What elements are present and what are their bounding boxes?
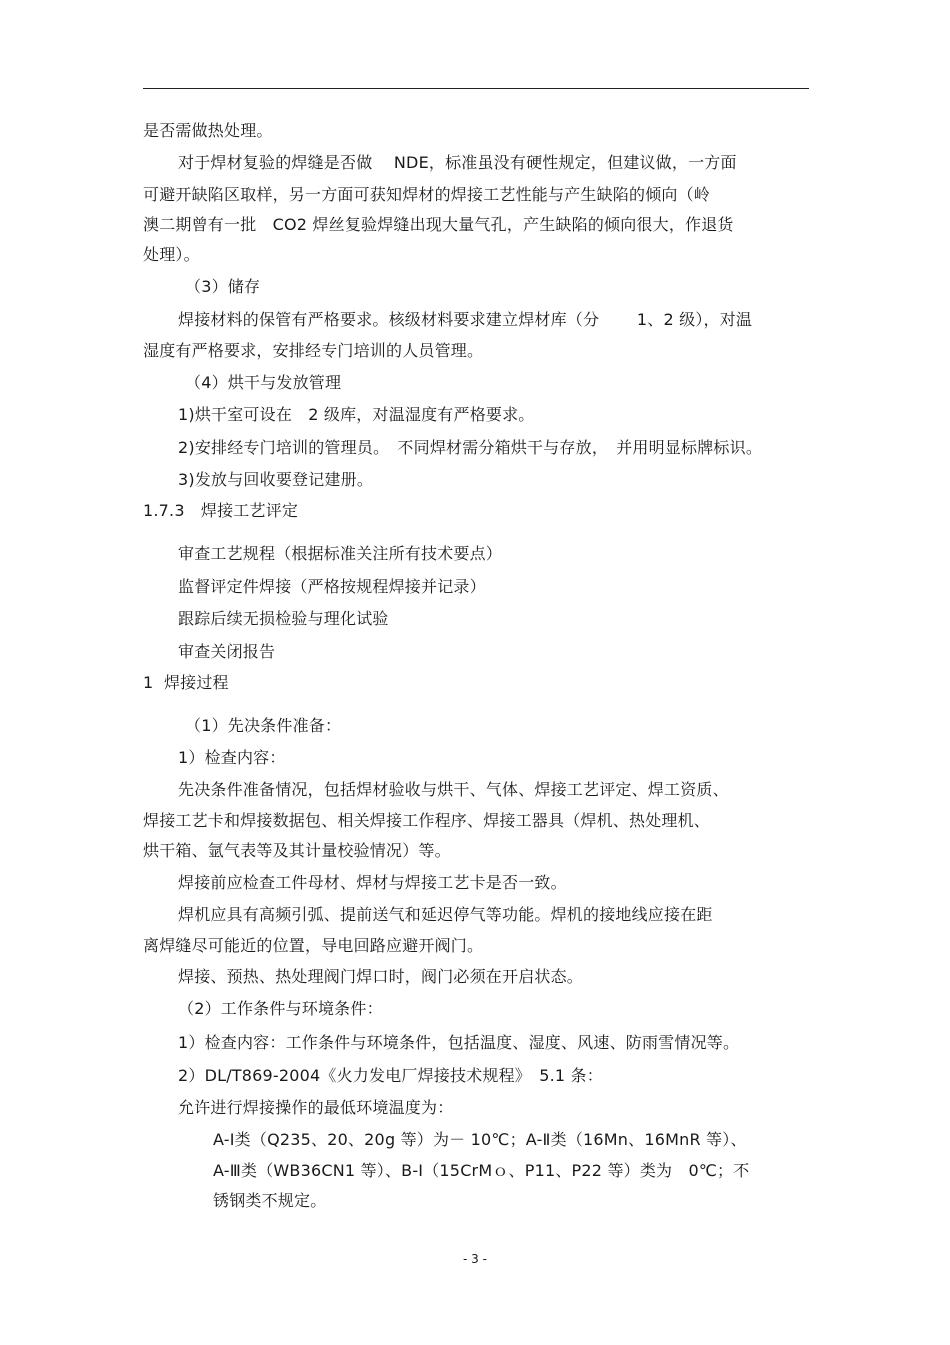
body-line: 先决条件准备情况，包括焊材验收与烘干、气体、焊接工艺评定、焊工资质、 — [178, 780, 729, 799]
body-line: 澳二期曾有一批 CO2 焊丝复验焊缝出现大量气孔，产生缺陷的倾向很大，作退货 — [143, 215, 734, 234]
body-line: A-Ⅰ类（Q235、20、20g 等）为－ 10℃；A-Ⅱ类（16Mn、16MnR 等）、 — [213, 1130, 747, 1149]
list-item: 3)发放与回收要登记建册。 — [178, 470, 374, 489]
header-rule — [143, 88, 809, 89]
body-line: 焊接前应检查工件母材、焊材与焊接工艺卡是否一致。 — [178, 873, 567, 892]
body-line: 锈钢类不规定。 — [213, 1191, 327, 1210]
body-line: 对于焊材复验的焊缝是否做 NDE，标准虽没有硬性规定，但建议做，一方面 — [178, 153, 737, 172]
body-line: 可避开缺陷区取样，另一方面可获知焊材的焊接工艺性能与产生缺陷的倾向（岭 — [143, 185, 711, 204]
body-line: 焊接材料的保管有严格要求。核级材料要求建立焊材库（分 1、2 级），对温 — [178, 310, 753, 329]
list-item: 1)烘干室可设在 2 级库，对温湿度有严格要求。 — [178, 405, 535, 424]
list-item: 2）DL/T869-2004《火力发电厂焊接技术规程》 5.1 条： — [178, 1066, 603, 1085]
section-heading: （1）先决条件准备： — [185, 716, 342, 735]
list-item: 审查关闭报告 — [178, 642, 276, 661]
body-line: 烘干箱、氩气表等及其计量校验情况）等。 — [143, 841, 451, 860]
list-item: 监督评定件焊接（严格按规程焊接并记录） — [178, 577, 486, 596]
body-line: 湿度有严格要求，安排经专门培训的人员管理。 — [143, 341, 484, 360]
list-item: 跟踪后续无损检验与理化试验 — [178, 609, 389, 628]
body-line: A-Ⅲ类（WB36CN1 等）、B-Ⅰ（15CrMｏ、P11、P22 等）类为 0℃；不 — [213, 1161, 750, 1180]
body-line: 焊机应具有高频引弧、提前送气和延迟停气等功能。焊机的接地线应接在距 — [178, 905, 713, 924]
section-heading: （4）烘干与发放管理 — [185, 373, 342, 392]
body-line: 离焊缝尽可能近的位置，导电回路应避开阀门。 — [143, 936, 484, 955]
list-item: 审查工艺规程（根据标准关注所有技术要点） — [178, 544, 503, 563]
body-line: 是否需做热处理。 — [143, 121, 273, 140]
section-heading: 1 焊接过程 — [143, 673, 229, 692]
list-item: 1）检查内容：工作条件与环境条件，包括温度、湿度、风速、防雨雪情况等。 — [178, 1033, 740, 1052]
section-heading: 1.7.3 焊接工艺评定 — [143, 501, 299, 520]
page-number: - 3 - — [463, 1252, 487, 1266]
list-item: 2)安排经专门培训的管理员。 不同焊材需分箱烘干与存放， 并用明显标牌标识。 — [178, 438, 763, 457]
list-item: 1）检查内容： — [178, 748, 286, 767]
body-line: 允许进行焊接操作的最低环境温度为： — [178, 1098, 454, 1117]
body-line: 焊接工艺卡和焊接数据包、相关焊接工作程序、焊接工器具（焊机、热处理机、 — [143, 811, 711, 830]
section-heading: （2）工作条件与环境条件： — [178, 999, 383, 1018]
body-line: 焊接、预热、热处理阀门焊口时，阀门必须在开启状态。 — [178, 967, 584, 986]
section-heading: （3）储存 — [185, 277, 261, 296]
body-line: 处理）。 — [143, 245, 200, 264]
